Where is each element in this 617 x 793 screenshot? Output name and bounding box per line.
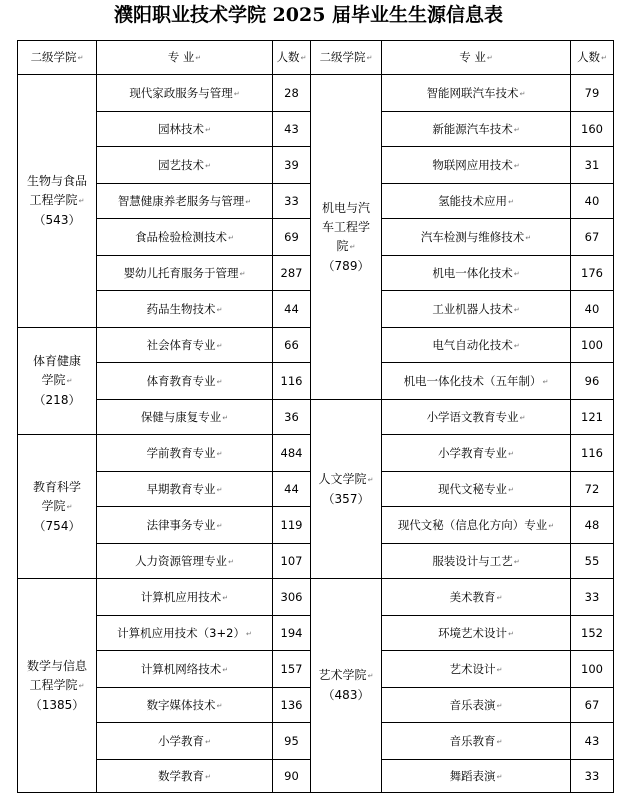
left-college-cell (18, 579, 97, 793)
major-cell-text: 早期教育专业 (146, 481, 216, 496)
paragraph-mark-icon: ↵ (349, 242, 356, 251)
paragraph-mark-icon: ↵ (78, 681, 85, 690)
major-cell-text: 电气自动化技术 (432, 337, 513, 352)
count-cell (273, 435, 311, 472)
college-name-line: 工程学院 (29, 677, 78, 692)
major-cell-text: 氢能技术应用 (438, 193, 508, 208)
paragraph-mark-icon: ↵ (486, 54, 493, 62)
college-name-line: 院 (336, 238, 349, 253)
count-cell (571, 760, 614, 793)
paragraph-mark-icon: ↵ (205, 772, 211, 781)
paragraph-mark-icon: ↵ (216, 521, 223, 530)
paragraph-mark-icon: ↵ (513, 341, 520, 350)
count-cell (571, 688, 614, 723)
count-cell-text: 67 (584, 230, 600, 244)
paragraph-mark-icon: ↵ (300, 54, 307, 62)
count-cell-text: 152 (581, 626, 603, 640)
count-cell (273, 723, 311, 760)
count-cell (571, 579, 614, 616)
paragraph-mark-icon: ↵ (222, 665, 229, 674)
count-cell-text: 157 (280, 662, 303, 676)
college-name-line: 教育科学 (32, 479, 81, 494)
major-cell (382, 147, 571, 184)
count-cell-text: 306 (280, 590, 303, 604)
count-cell-text: 107 (280, 554, 303, 568)
count-cell (273, 616, 311, 651)
count-cell (273, 688, 311, 723)
major-cell (97, 184, 273, 219)
college-total: （754） (33, 518, 81, 533)
college-name-line: 学院 (41, 498, 66, 513)
column-header (571, 41, 614, 75)
header-row (18, 41, 614, 75)
count-cell (273, 544, 311, 579)
count-cell-text: 55 (584, 554, 600, 568)
left-college-cell (18, 328, 97, 435)
major-cell-text: 新能源汽车技术 (432, 121, 513, 136)
count-cell (273, 147, 311, 184)
major-cell-text: 数学教育 (158, 768, 205, 783)
paragraph-mark-icon: ↵ (513, 161, 520, 170)
major-cell-text: 智能网联汽车技术 (426, 85, 519, 100)
major-cell (382, 112, 571, 147)
major-cell (382, 472, 571, 507)
column-header (97, 41, 273, 75)
major-cell-text: 机电一体化技术 (432, 265, 513, 280)
paragraph-mark-icon: ↵ (496, 772, 503, 781)
count-cell (571, 472, 614, 507)
major-cell-text: 舞蹈表演 (449, 768, 496, 783)
paragraph-mark-icon: ↵ (205, 737, 211, 746)
college-name-line: 生物与食品 (26, 174, 87, 188)
paragraph-mark-icon: ↵ (195, 54, 202, 62)
paragraph-mark-icon: ↵ (513, 125, 520, 134)
major-cell-text: 环境艺术设计 (438, 625, 508, 640)
major-cell (382, 723, 571, 760)
college-name-line: 车工程学 (321, 219, 370, 234)
major-cell (382, 760, 571, 793)
major-cell-text: 食品检验检测技术 (135, 229, 228, 244)
count-cell (571, 184, 614, 219)
paragraph-mark-icon: ↵ (548, 521, 555, 530)
major-cell (97, 400, 273, 435)
major-cell (382, 616, 571, 651)
count-cell-text: 176 (581, 266, 603, 280)
paragraph-mark-icon: ↵ (367, 672, 374, 680)
paragraph-mark-icon: ↵ (228, 557, 234, 566)
paragraph-mark-icon: ↵ (222, 593, 229, 602)
count-cell-text: 100 (581, 338, 603, 352)
column-header (18, 41, 97, 75)
count-cell-text: 95 (284, 734, 299, 748)
major-cell-text: 汽车检测与维修技术 (420, 229, 525, 244)
count-cell-text: 39 (284, 158, 299, 172)
major-cell (97, 579, 273, 616)
column-header-text: 二级学院 (319, 50, 366, 64)
major-cell-text: 数字媒体技术 (146, 697, 216, 712)
right-college-cell (311, 400, 382, 579)
count-cell (273, 507, 311, 544)
major-cell (382, 507, 571, 544)
major-cell-text: 音乐教育 (449, 733, 496, 748)
count-cell-text: 48 (584, 518, 600, 532)
paragraph-mark-icon: ↵ (508, 197, 514, 206)
count-cell (273, 472, 311, 507)
major-cell (382, 688, 571, 723)
count-cell-text: 119 (280, 518, 303, 532)
count-cell-text: 28 (284, 86, 299, 100)
paragraph-mark-icon: ↵ (508, 629, 514, 638)
count-cell-text: 484 (280, 446, 303, 460)
count-cell (273, 219, 311, 256)
count-cell (273, 291, 311, 328)
major-cell-text: 服装设计与工艺 (432, 553, 513, 568)
paragraph-mark-icon: ↵ (366, 54, 373, 62)
major-cell (97, 435, 273, 472)
count-cell (571, 256, 614, 291)
column-header (382, 41, 571, 75)
paragraph-mark-icon: ↵ (233, 89, 240, 98)
count-cell (571, 400, 614, 435)
major-cell (97, 688, 273, 723)
column-header-text: 专 业 (459, 50, 486, 64)
paragraph-mark-icon: ↵ (513, 305, 520, 314)
paragraph-mark-icon: ↵ (205, 161, 211, 170)
major-cell (97, 760, 273, 793)
count-cell (273, 184, 311, 219)
paragraph-mark-icon: ↵ (239, 269, 246, 278)
graduate-source-table (17, 40, 614, 793)
major-cell-text: 现代家政服务与管理 (129, 85, 233, 100)
table-row (18, 400, 614, 435)
count-cell (571, 363, 614, 400)
paragraph-mark-icon: ↵ (525, 233, 532, 242)
count-cell-text: 33 (584, 590, 600, 604)
count-cell-text: 160 (581, 122, 603, 136)
major-cell-text: 体育教育专业 (146, 373, 216, 388)
count-cell-text: 44 (284, 482, 299, 496)
paragraph-mark-icon: ↵ (66, 502, 73, 511)
major-cell-text: 计算机应用技术 (140, 589, 222, 604)
major-cell (382, 435, 571, 472)
count-cell-text: 43 (584, 734, 600, 748)
major-cell-text: 法律事务专业 (146, 517, 216, 532)
major-cell-text: 小学语文教育专业 (426, 409, 519, 424)
college-name-line: 体育健康 (32, 354, 81, 368)
count-cell-text: 31 (584, 158, 600, 172)
paragraph-mark-icon: ↵ (216, 449, 223, 458)
major-cell-text: 现代文秘专业 (438, 481, 508, 496)
paragraph-mark-icon: ↵ (496, 701, 503, 710)
paragraph-mark-icon: ↵ (519, 413, 526, 422)
major-cell-text: 婴幼儿托育服务于管理 (123, 265, 239, 280)
college-name-line: 艺术学院 (318, 668, 367, 682)
major-cell-text: 智慧健康养老服务与管理 (117, 193, 245, 208)
major-cell (382, 184, 571, 219)
major-cell (382, 651, 571, 688)
major-cell-text: 小学教育专业 (438, 445, 508, 460)
paragraph-mark-icon: ↵ (508, 485, 514, 494)
major-cell (97, 75, 273, 112)
major-cell (97, 507, 273, 544)
major-cell (382, 75, 571, 112)
table-row (18, 579, 614, 616)
count-cell (273, 400, 311, 435)
paragraph-mark-icon: ↵ (542, 377, 549, 386)
college-name-line: 数学与信息 (26, 658, 87, 673)
right-college-cell (311, 75, 382, 400)
count-cell (571, 219, 614, 256)
count-cell (273, 760, 311, 793)
paragraph-mark-icon: ↵ (513, 269, 520, 278)
paragraph-mark-icon: ↵ (496, 593, 503, 602)
major-cell-text: 计算机应用技术（3+2） (117, 625, 245, 640)
major-cell (97, 472, 273, 507)
count-cell-text: 116 (581, 446, 603, 460)
count-cell-text: 116 (280, 374, 303, 388)
paragraph-mark-icon: ↵ (66, 377, 73, 385)
count-cell (571, 435, 614, 472)
column-header-text: 专 业 (167, 50, 195, 64)
major-cell (382, 400, 571, 435)
major-cell-text: 园林技术 (158, 121, 205, 136)
paragraph-mark-icon: ↵ (601, 54, 607, 62)
count-cell-text: 40 (584, 194, 600, 208)
major-cell (382, 544, 571, 579)
major-cell (97, 219, 273, 256)
count-cell-text: 90 (284, 769, 299, 783)
count-cell-text: 287 (280, 266, 303, 280)
paragraph-mark-icon: ↵ (496, 665, 503, 674)
major-cell-text: 机电一体化技术（五年制） (403, 373, 542, 388)
right-college-cell (311, 579, 382, 793)
college-total: （483） (322, 688, 370, 702)
count-cell-text: 96 (584, 374, 600, 388)
major-cell (382, 256, 571, 291)
college-name-line: 人文学院 (318, 471, 367, 486)
college-total: （218） (33, 393, 81, 407)
college-name-line: 机电与汽 (321, 200, 370, 215)
count-cell-text: 100 (581, 662, 603, 676)
paragraph-mark-icon: ↵ (496, 737, 503, 746)
left-college-cell (18, 75, 97, 328)
count-cell-text: 43 (284, 122, 299, 136)
count-cell (273, 579, 311, 616)
count-cell (571, 75, 614, 112)
column-header (311, 41, 382, 75)
major-cell (382, 363, 571, 400)
count-cell (571, 723, 614, 760)
major-cell-text: 计算机网络技术 (140, 661, 222, 676)
count-cell (571, 544, 614, 579)
major-cell-text: 现代文秘（信息化方向）专业 (397, 517, 548, 532)
major-cell-text: 小学教育 (158, 733, 205, 748)
major-cell (97, 651, 273, 688)
count-cell-text: 194 (280, 626, 303, 640)
major-cell (382, 579, 571, 616)
paragraph-mark-icon: ↵ (205, 125, 211, 134)
college-name-line: 工程学院 (29, 193, 78, 207)
major-cell (382, 291, 571, 328)
count-cell-text: 66 (284, 338, 299, 352)
major-cell-text: 工业机器人技术 (432, 301, 513, 316)
major-cell (382, 328, 571, 363)
college-total: （1385） (29, 697, 85, 712)
major-cell (97, 363, 273, 400)
count-cell (571, 147, 614, 184)
count-cell (273, 328, 311, 363)
major-cell (97, 147, 273, 184)
major-cell-text: 音乐表演 (449, 697, 496, 712)
college-name-line: 学院 (41, 373, 66, 387)
count-cell-text: 33 (284, 194, 299, 208)
paragraph-mark-icon: ↵ (519, 89, 526, 98)
paragraph-mark-icon: ↵ (508, 449, 514, 458)
count-cell (273, 363, 311, 400)
count-cell (571, 328, 614, 363)
major-cell (97, 544, 273, 579)
major-cell (97, 291, 273, 328)
count-cell (571, 291, 614, 328)
major-cell (382, 219, 571, 256)
college-total: （357） (322, 491, 370, 506)
paragraph-mark-icon: ↵ (513, 557, 520, 566)
major-cell-text: 物联网应用技术 (432, 157, 513, 172)
paragraph-mark-icon: ↵ (216, 485, 223, 494)
major-cell-text: 药品生物技术 (146, 301, 216, 316)
count-cell-text: 79 (584, 86, 600, 100)
page-title: 濮阳职业技术学院 2025 届毕业生生源信息表 (113, 4, 504, 26)
count-cell-text: 33 (584, 769, 600, 783)
paragraph-mark-icon: ↵ (216, 377, 223, 386)
major-cell-text: 园艺技术 (158, 157, 205, 172)
count-cell (571, 112, 614, 147)
column-header-text: 人数 (276, 50, 300, 64)
college-total: （543） (33, 213, 81, 227)
major-cell (97, 112, 273, 147)
paragraph-mark-icon: ↵ (367, 475, 374, 484)
major-cell (97, 328, 273, 363)
count-cell (571, 507, 614, 544)
college-total: （789） (322, 258, 370, 273)
left-college-cell (18, 435, 97, 579)
count-cell (571, 651, 614, 688)
major-cell-text: 保健与康复专业 (140, 409, 222, 424)
count-cell-text: 40 (584, 302, 600, 316)
major-cell-text: 艺术设计 (449, 661, 496, 676)
paragraph-mark-icon: ↵ (216, 701, 223, 710)
count-cell-text: 121 (581, 410, 603, 424)
column-header-text: 人数 (577, 50, 601, 64)
paragraph-mark-icon: ↵ (216, 341, 223, 350)
major-cell (97, 723, 273, 760)
paragraph-mark-icon: ↵ (222, 413, 229, 422)
count-cell (273, 75, 311, 112)
column-header (273, 41, 311, 75)
major-cell-text: 学前教育专业 (146, 445, 216, 460)
paragraph-mark-icon: ↵ (245, 629, 252, 638)
count-cell-text: 136 (280, 698, 303, 712)
paragraph-mark-icon: ↵ (78, 197, 85, 205)
major-cell (97, 256, 273, 291)
paragraph-mark-icon: ↵ (228, 233, 234, 242)
count-cell-text: 36 (284, 410, 299, 424)
count-cell-text: 44 (284, 302, 299, 316)
count-cell (273, 112, 311, 147)
major-cell (97, 616, 273, 651)
count-cell-text: 67 (584, 698, 600, 712)
count-cell-text: 72 (584, 482, 600, 496)
paragraph-mark-icon: ↵ (216, 305, 223, 314)
paragraph-mark-icon: ↵ (77, 54, 84, 62)
major-cell-text: 人力资源管理专业 (135, 553, 228, 568)
count-cell-text: 69 (284, 230, 299, 244)
major-cell-text: 美术教育 (449, 589, 496, 604)
count-cell (273, 256, 311, 291)
column-header-text: 二级学院 (30, 50, 77, 64)
major-cell-text: 社会体育专业 (146, 337, 216, 352)
count-cell (571, 616, 614, 651)
table-row (18, 75, 614, 112)
paragraph-mark-icon: ↵ (245, 197, 252, 206)
count-cell (273, 651, 311, 688)
